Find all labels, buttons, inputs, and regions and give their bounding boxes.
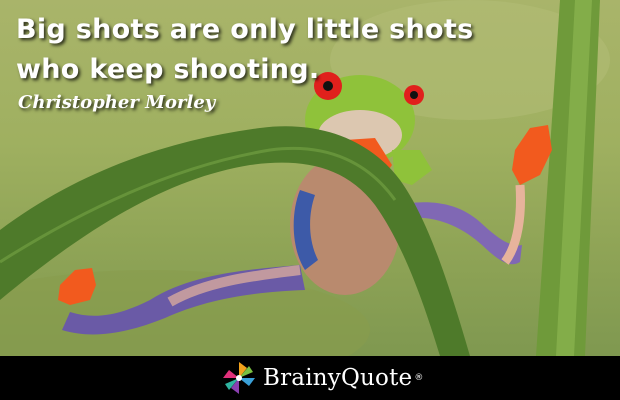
quote-line: Big shots are only little shots (16, 14, 474, 45)
frog-front-foot (512, 125, 552, 185)
branding-footer (0, 356, 620, 400)
brand-name: BrainyQuote (263, 365, 413, 391)
brand-logo[interactable] (221, 360, 423, 396)
registered-mark: ® (414, 373, 424, 383)
quote-author: Christopher Morley (18, 92, 216, 113)
frog-pupil (410, 91, 418, 99)
quote-text (16, 10, 473, 90)
brainyquote-pinwheel-icon (221, 360, 257, 396)
quote-line: who keep shooting. (16, 54, 320, 85)
